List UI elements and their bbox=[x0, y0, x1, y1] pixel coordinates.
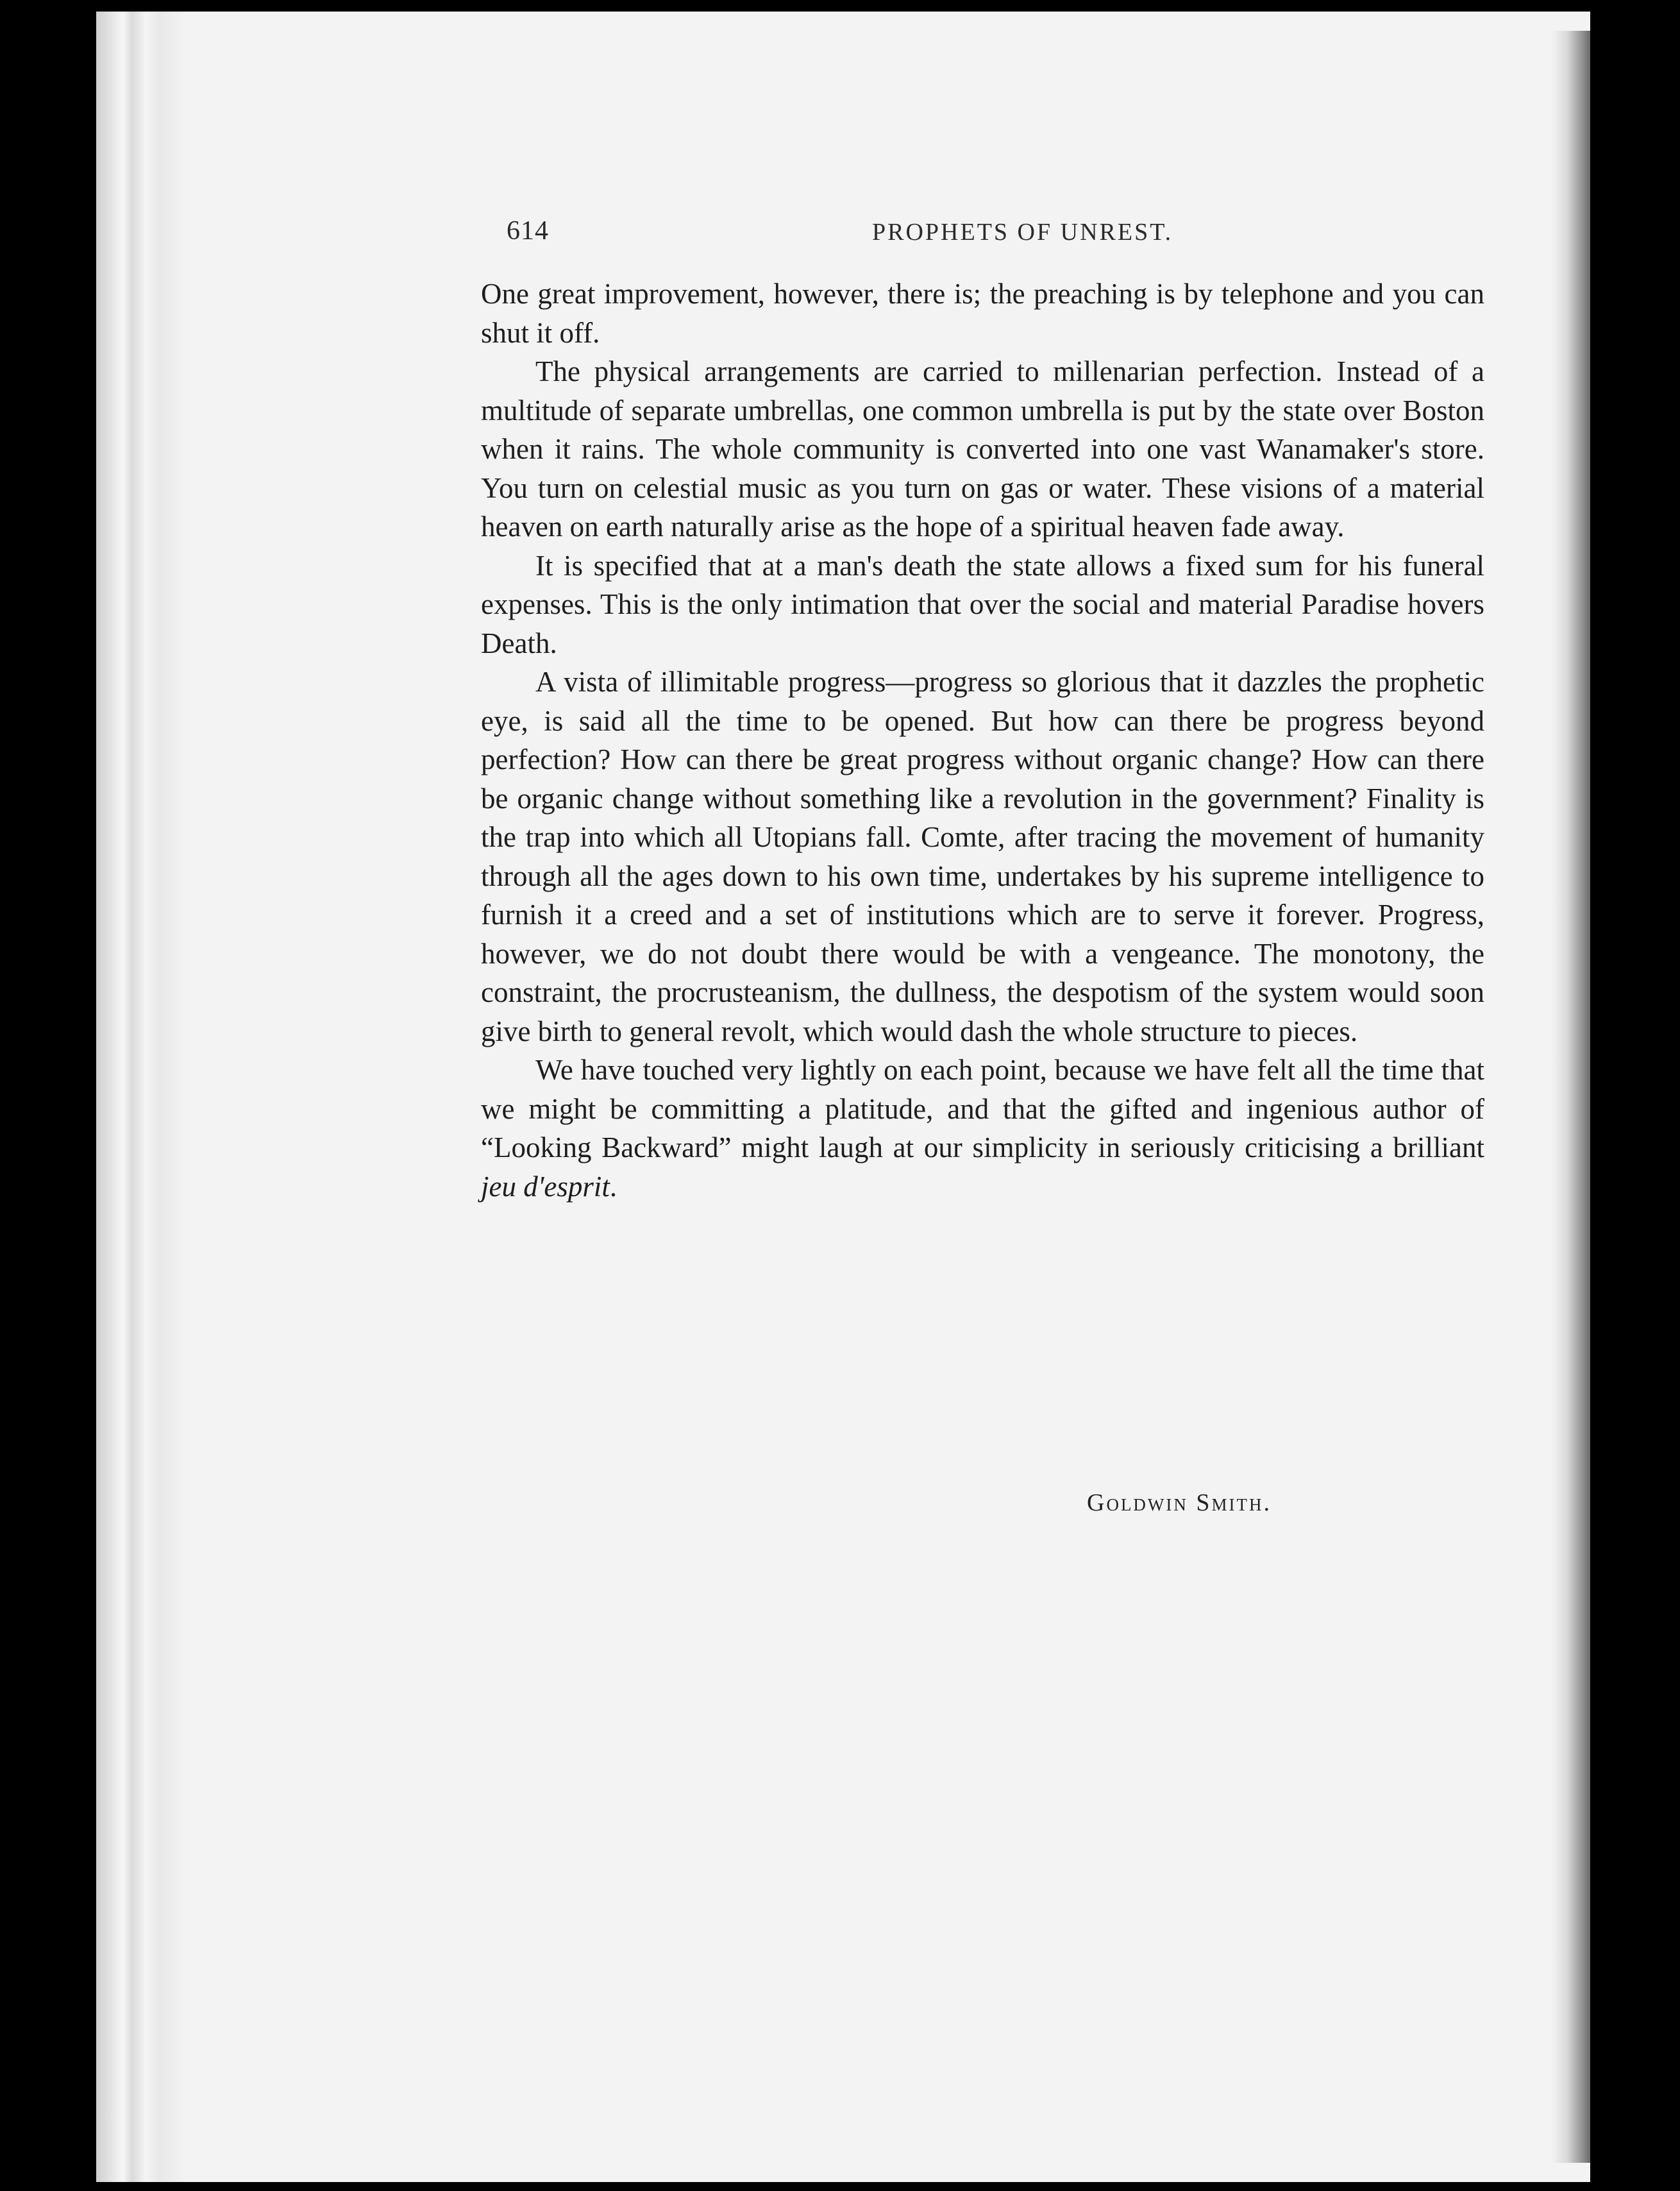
paragraph-5 bbox=[481, 1051, 1484, 1206]
page-edge-right bbox=[1552, 31, 1590, 2163]
paragraph-5-italic: jeu d'esprit bbox=[481, 1170, 610, 1203]
book-page bbox=[96, 12, 1590, 2182]
page-gutter-left bbox=[96, 12, 186, 2182]
page-number: 614 bbox=[507, 216, 549, 246]
paragraph-3: It is specified that at a man's death the state allows a fixed sum for his funeral expenses. This is the only intimation that over the social and material Paradise hovers Death. bbox=[481, 549, 1484, 659]
paragraph-2: The physical arrangements are carried to millenarian perfection. Instead of a multitude of separate umbrellas, one common umbrella is put by the state over Boston when it rains. The whole community is converted into one vast Wanamaker's store. You turn on celestial music as you turn on gas or water. These visions of a material heaven on earth naturally arise as the hope of a spiritual heaven fade away. bbox=[481, 355, 1484, 543]
author-signature: Goldwin Smith. bbox=[1087, 1489, 1272, 1516]
running-head bbox=[507, 216, 1481, 267]
paragraph-5-text: We have touched very lightly on each point, because we have felt all the time that we might be committing a platitude, and that the gifted and ingenious author of “Looking Backward” might laugh at our simplicity in seriously criticising a brilliant bbox=[481, 1054, 1484, 1163]
paragraph-4: A vista of illimitable progress—progress so glorious that it dazzles the prophetic eye, is said all the time to be opened. But how can there be progress beyond perfection? How can there be great progress without organic change? How can there be organic change without something like a revolution in the government? Finality is the trap into which all Utopians fall. Comte, after tracing the movement of humanity through all the ages down to his own time, undertakes by his supreme intelligence to furnish it a creed and a set of institutions which are to serve it forever. Progress, however, we do not doubt there would be with a vengeance. The monotony, the constraint, the procrusteanism, the dullness, the despotism of the system would soon give birth to general revolt, which would dash the whole structure to pieces. bbox=[481, 666, 1484, 1047]
paragraph-1: One great improvement, however, there is; the preaching is by telephone and you can shut it off. bbox=[481, 278, 1484, 349]
running-title: PROPHETS OF UNREST. bbox=[872, 219, 1173, 246]
paragraph-5-end: . bbox=[609, 1170, 617, 1203]
body-text bbox=[481, 275, 1484, 1206]
